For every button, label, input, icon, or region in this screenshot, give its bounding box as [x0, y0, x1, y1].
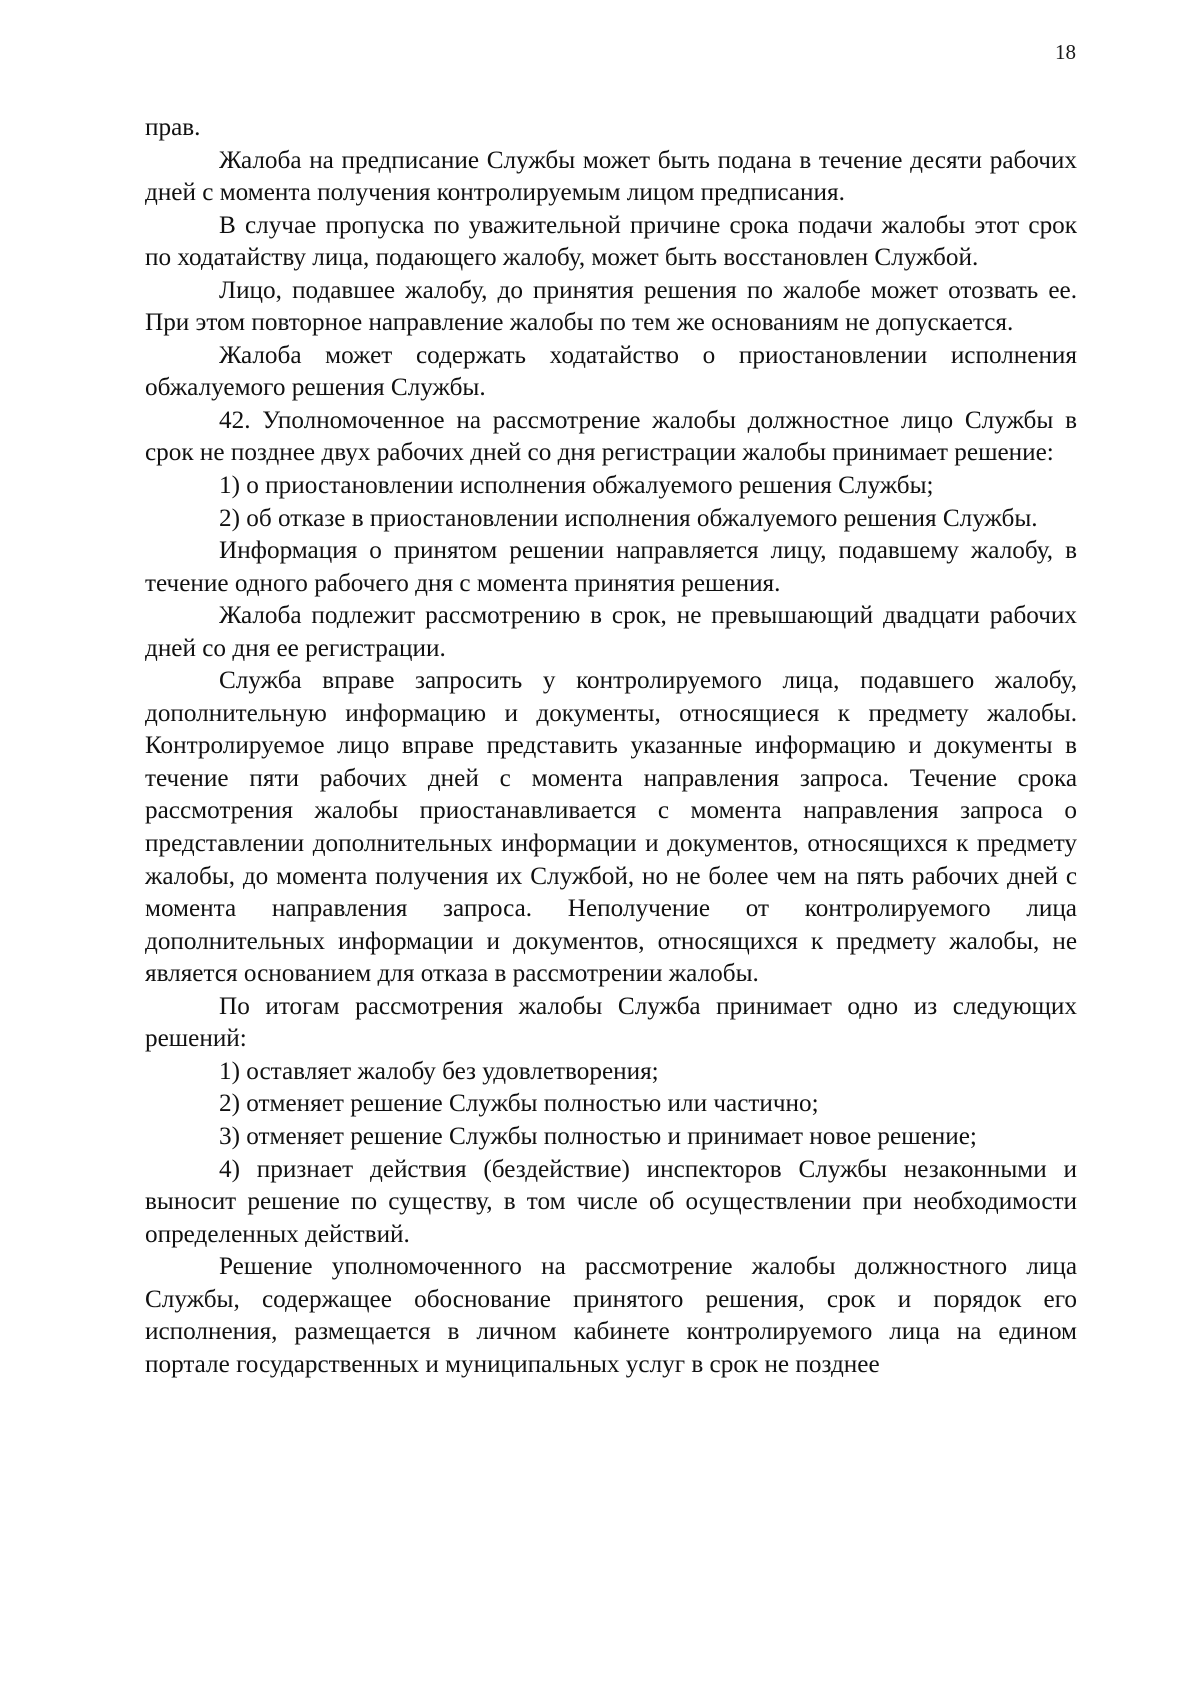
- paragraph: Служба вправе запросить у контролируемого лица, подавшего жалобу, дополнительную информацию и документы, относящиеся к предмету жалобы. Контролируемое лицо вправе представить указанные информацию и документы в течение пяти рабочих дней с момента направления запроса. Течение срока рассмотрения жалобы приостанавливается с момента направления запроса о представлении дополнительных информации и документов, относящихся к предмету жалобы, до момента получения их Службой, но не более чем на пять рабочих дней с момента направления запроса. Неполучение от контролируемого лица дополнительных информации и документов, относящихся к предмету жалобы, не является основанием для отказа в рассмотрении жалобы.: [145, 667, 1077, 988]
- list-item: 1) оставляет жалобу без удовлетворения;: [219, 1057, 659, 1085]
- list-item: 4) признает действия (бездействие) инспекторов Службы незаконными и выносит решение по существу, в том числе об осуществлении при необходимости определенных действий.: [145, 1155, 1077, 1248]
- paragraph: В случае пропуска по уважительной причине срока подачи жалобы этот срок по ходатайству лица, подающего жалобу, может быть восстановлен Службой.: [145, 211, 1077, 272]
- paragraph: Жалоба подлежит рассмотрению в срок, не превышающий двадцати рабочих дней со дня ее регистрации.: [145, 602, 1077, 662]
- paragraph: Жалоба может содержать ходатайство о приостановлении исполнения обжалуемого решения Службы.: [145, 341, 1077, 402]
- list-item: 1) о приостановлении исполнения обжалуемого решения Службы;: [219, 472, 934, 500]
- paragraph: Решение уполномоченного на рассмотрение жалобы должностного лица Службы, содержащее обоснование принятого решения, срок и порядок его исполнения, размещается в личном кабинете контролируемого лица на едином портале государственных и муниципальных услуг в срок не позднее: [145, 1253, 1077, 1378]
- list-item: 2) об отказе в приостановлении исполнения обжалуемого решения Службы.: [219, 504, 1038, 532]
- list-item: 2) отменяет решение Службы полностью или частично;: [219, 1090, 819, 1118]
- page-number: 18: [1055, 40, 1076, 64]
- paragraph: Информация о принятом решении направляется лицу, подавшему жалобу, в течение одного рабочего дня с момента принятия решения.: [145, 537, 1077, 597]
- paragraph-continuation: прав.: [145, 114, 201, 141]
- paragraph: Лицо, подавшее жалобу, до принятия решения по жалобе может отозвать ее. При этом повторное направление жалобы по тем же основаниям не допускается.: [145, 276, 1077, 337]
- document-body: [145, 112, 1077, 1381]
- paragraph-clause-42: 42. Уполномоченное на рассмотрение жалобы должностное лицо Службы в срок не позднее двух рабочих дней со дня регистрации жалобы принимает решение:: [145, 406, 1077, 467]
- paragraph: Жалоба на предписание Службы может быть подана в течение десяти рабочих дней с момента получения контролируемым лицом предписания.: [145, 146, 1077, 207]
- list-item: 3) отменяет решение Службы полностью и принимает новое решение;: [219, 1122, 977, 1150]
- paragraph: По итогам рассмотрения жалобы Служба принимает одно из следующих решений:: [145, 992, 1077, 1053]
